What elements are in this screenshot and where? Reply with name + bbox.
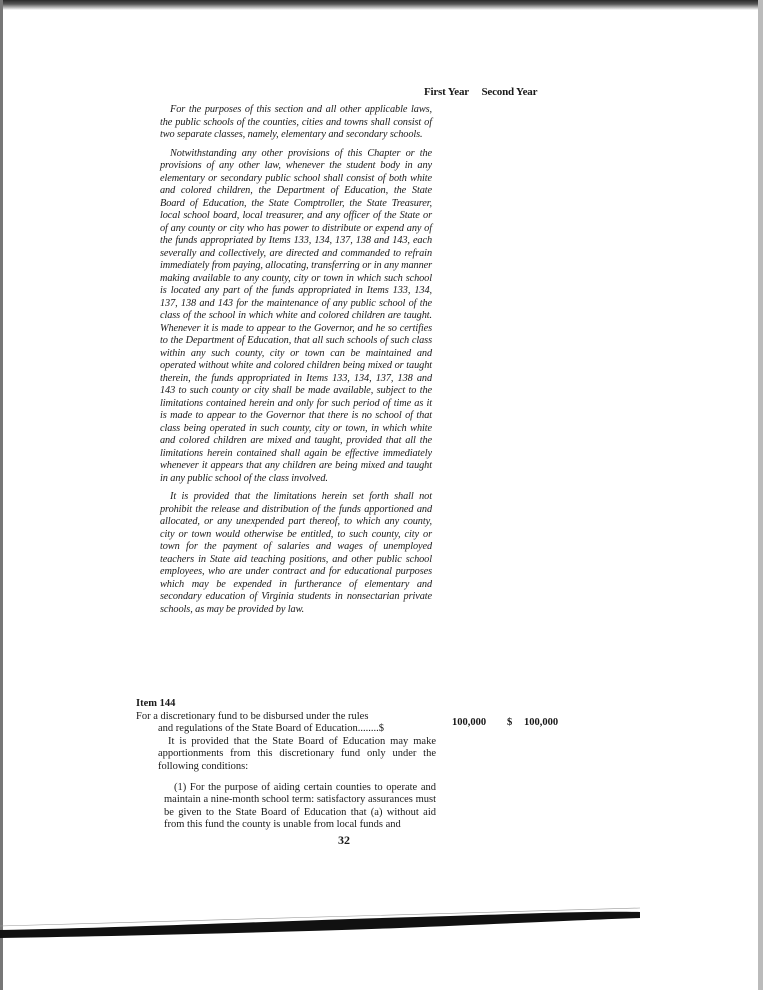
amount-first-year: 100,000 xyxy=(452,717,487,728)
item-paragraph-1: It is provided that the State Board of Education may make apportionments from this discretionary fund only under the following conditions: xyxy=(158,735,436,772)
amount-second-year: 100,000 xyxy=(524,717,559,728)
paragraph-classes: For the purposes of this section and all other applicable laws, the public schools of the counties, cities and towns shall consist of two separate classes, namely, elementary and secondary schools. xyxy=(160,104,432,140)
item-label: Item 144 xyxy=(136,698,176,709)
item-line-1: For a discretionary fund to be disbursed under the rules xyxy=(136,710,369,722)
italic-provisions xyxy=(160,104,432,622)
second-year-header: Second Year xyxy=(481,86,538,98)
page-number: 32 xyxy=(338,833,350,847)
scan-left-edge xyxy=(0,0,3,990)
scan-right-edge xyxy=(758,0,763,990)
column-headers xyxy=(424,86,559,98)
scan-bottom-shadow xyxy=(0,900,640,940)
scan-top-edge xyxy=(0,0,763,10)
paragraph-limitations: It is provided that the limitations herein set forth shall not prohibit the release and distribution of the funds apportioned and allocated, or any unexpended part thereof, to which any county, city or town would otherwise be entitled, to such county, city or town for the payment of salaries and wages of unemployed teachers in State aid teaching positions, and other public school employees, who are under contract and for educational purposes which may be expended in furtherance of elementary and secondary education of Virginia students in nonsectarian private schools, as may be provided by law. xyxy=(160,491,432,615)
first-year-header: First Year xyxy=(424,86,469,98)
item-144-block xyxy=(136,698,436,832)
dollar-sign-second: $ xyxy=(507,717,513,728)
item-paragraph-2: (1) For the purpose of aiding certain counties to operate and maintain a nine-month school term: satisfactory assurances must be given to the State Board of Education that (a) without aid from this fund the county is unable from local funds and xyxy=(164,781,436,831)
item-line-2: and regulations of the State Board of Education........$ xyxy=(158,723,384,735)
paragraph-notwithstanding: Notwithstanding any other provisions of this Chapter or the provisions of any other law, whenever the student body in any elementary or secondary public school shall consist of both white and colored children, the Department of Education, the State Board of Education, the State Comptroller, the State Treasurer, local school board, local treasurer, and any officer of the State or of any county or city who has power to distribute or expend any of the funds appropriated by Items 133, 134, 137, 138 and 143, each severally and collectively, are directed and commanded to refrain immediately from paying, allocating, transferring or in any manner making available to any county, city or town in which such school is located any part of the funds appropriated in Items 133, 134, 137, 138 and 143 for the maintenance of any public school of the class of the school in which white and colored children are taught. Whenever it is made to appear to the Governor, and he so certifies to the Department of Education, that all such schools of such class within any such county, city or town can be maintained and operated without white and colored children being mixed or taught therein, the funds appropriated in Items 133, 134, 137, 138 and 143 to such county or city shall be made available, subject to the limitations contained herein and only for such period of time as it is made to appear to the Governor that there is no school of that class being operated in such county, city or town, in which white and colored children are mixed and taught, provided that all the limitations herein contained shall again be effective immediately whenever it appears that any children are being mixed and taught in any public school of the class involved. xyxy=(160,147,432,484)
